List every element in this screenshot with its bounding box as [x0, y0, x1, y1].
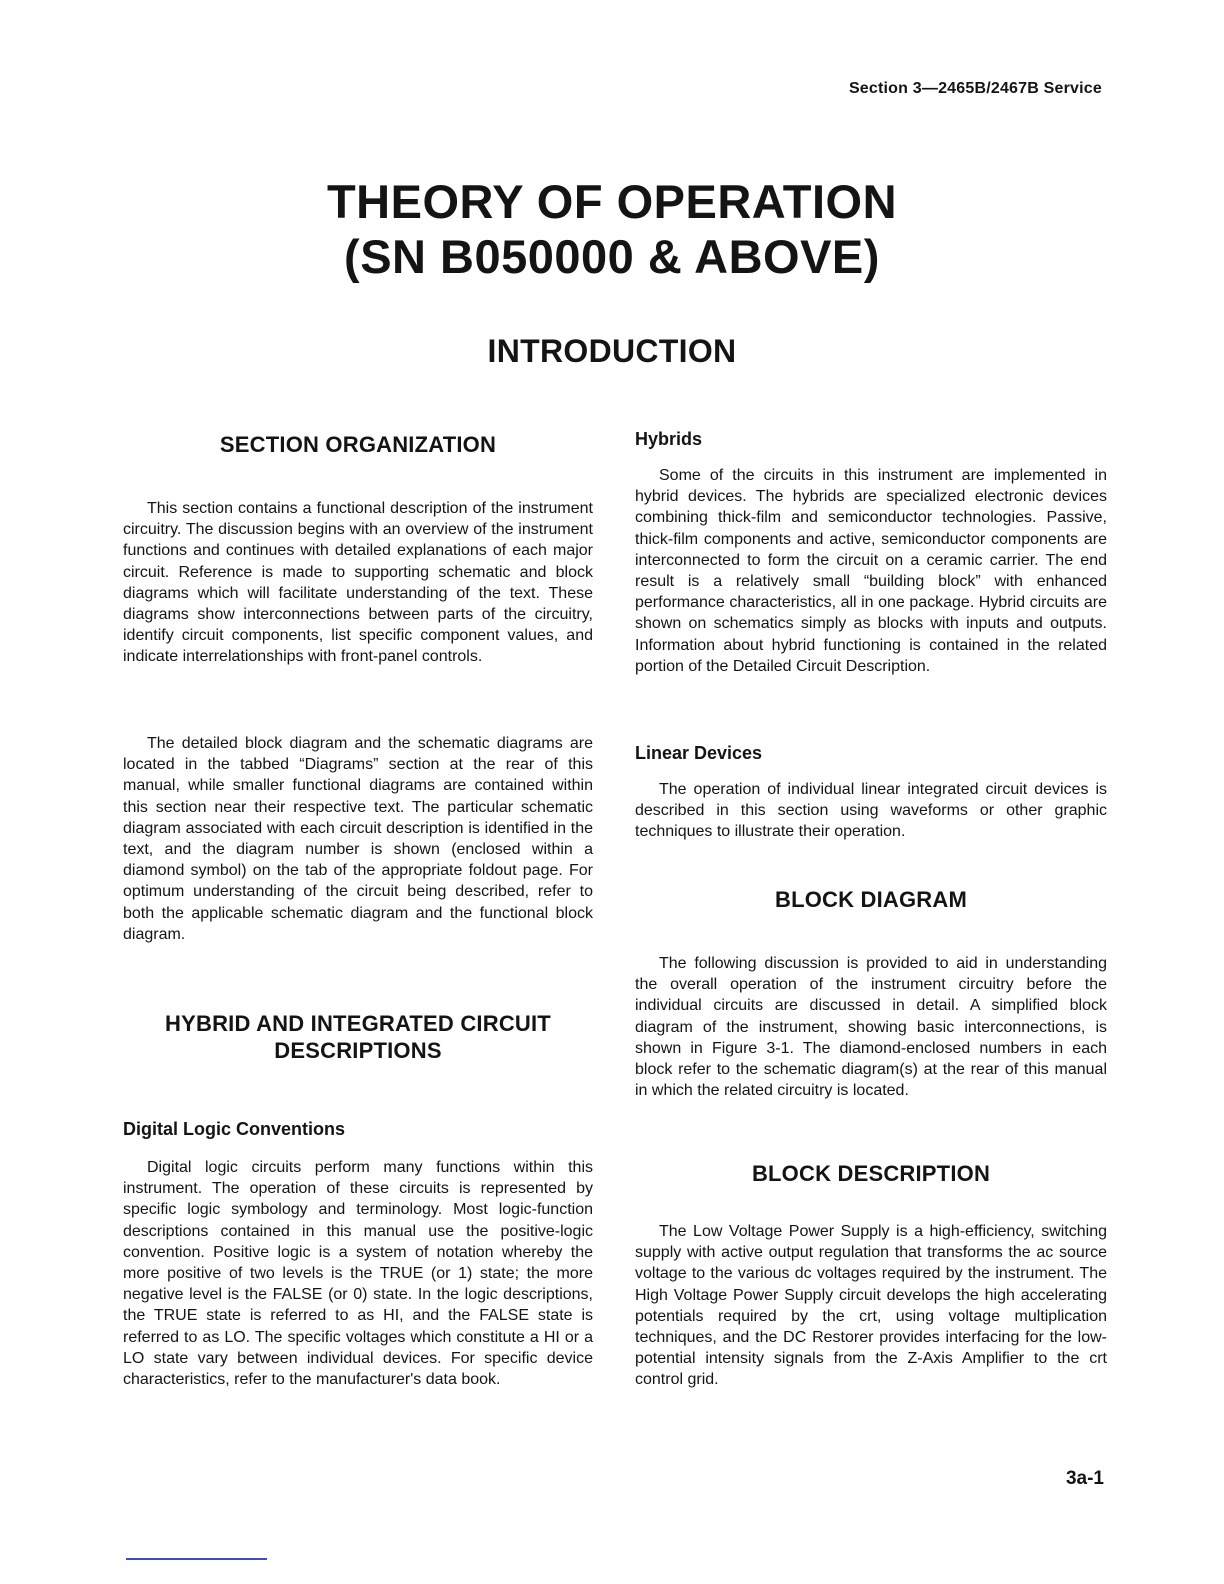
introduction-heading: INTRODUCTION [487, 333, 737, 369]
right-column [635, 0, 1107, 1584]
section-organization-heading: SECTION ORGANIZATION [219, 432, 497, 457]
linear-devices-paragraph: The operation of individual linear integrated circuit devices is described in this section using waveforms or other graphic techniques to illustrate their operation. [635, 781, 1107, 841]
page-number: 3a-1 [1065, 1468, 1104, 1489]
block-diagram-heading: BLOCK DIAGRAM [774, 887, 968, 912]
block-description-paragraph: The Low Voltage Power Supply is a high-efficiency, switching supply with active output regulation that transforms the ac source voltage to the various dc voltages required by the instrument. The High Voltage Power Supply circuit develops the high accelerating potentials required by the crt, using voltage multiplication techniques, and the DC Restorer provides interfacing for the low-potential intensity signals from the Z-Axis Amplifier to the crt control grid. [635, 1223, 1107, 1389]
section-organization-paragraph-1: This section contains a functional description of the instrument circuitry. The discussion begins with an overview of the instrument functions and continues with detailed explanations of each major circuit. Reference is made to supporting schematic and block diagrams which will facilitate understanding of the text. These diagrams show interconnections between parts of the circuitry, identify circuit components, list specific component values, and indicate interrelationships with front-panel controls. [123, 500, 593, 666]
hybrid-ic-heading [123, 1010, 593, 1064]
page-title-line-2: (SN B050000 & ABOVE) [344, 230, 880, 283]
linear-devices-heading: Linear Devices [635, 743, 763, 763]
digital-logic-paragraph: Digital logic circuits perform many functions within this instrument. The operation of these circuits is represented by specific logic symbology and terminology. Most logic-function descriptions contained in this manual use the positive-logic convention. Positive logic is a system of notation whereby the more positive of two levels is the TRUE (or 1) state; the more negative level is the FALSE (or 0) state. In the logic descriptions, the TRUE state is referred to as HI, and the FALSE state is referred to as LO. The specific voltages which constitute a HI or a LO state vary between individual devices. For specific device characteristics, refer to the manufacturer's data book. [123, 1159, 593, 1389]
block-diagram-paragraph: The following discussion is provided to aid in understanding the overall operation of the instrument circuitry before the individual circuits are discussed in detail. A simplified block diagram of the instrument, showing basic interconnections, is shown in Figure 3-1. The diamond-enclosed numbers in each block refer to the schematic diagram(s) at the rear of this manual in which the related circuitry is located. [635, 955, 1107, 1100]
hybrids-paragraph: Some of the circuits in this instrument are implemented in hybrid devices. The hybrids are specialized electronic devices combining thick-film and semiconductor technologies. Passive, thick-film components and active, semiconductor components are interconnected to form the circuit on a ceramic carrier. The end result is a relatively small “building block” with enhanced performance characteristics, all in one package. Hybrid circuits are shown on schematics simply as blocks with inputs and outputs. Information about hybrid functioning is contained in the related portion of the Detailed Circuit Description. [635, 467, 1107, 675]
hybrids-heading: Hybrids [635, 429, 703, 449]
hybrid-ic-heading-line-1: HYBRID AND INTEGRATED CIRCUIT [165, 1011, 551, 1036]
left-column [123, 0, 593, 1584]
footer-rule [126, 1558, 267, 1560]
page-title-line-1: THEORY OF OPERATION [326, 175, 898, 228]
section-header: Section 3—2465B/2467B Service [848, 80, 1102, 97]
block-description-heading: BLOCK DESCRIPTION [751, 1161, 991, 1186]
hybrid-ic-heading-line-2: DESCRIPTIONS [274, 1038, 442, 1063]
section-organization-paragraph-2: The detailed block diagram and the schematic diagrams are located in the tabbed “Diagrams” section at the rear of this manual, while smaller functional diagrams are contained within this section near their respective text. The particular schematic diagram associated with each circuit description is identified in the text, and the diagram number is shown (enclosed within a diamond symbol) on the tab of the appropriate foldout page. For optimum understanding of the circuit being described, refer to both the applicable schematic diagram and the functional block diagram. [123, 735, 593, 943]
digital-logic-heading: Digital Logic Conventions [123, 1119, 346, 1139]
